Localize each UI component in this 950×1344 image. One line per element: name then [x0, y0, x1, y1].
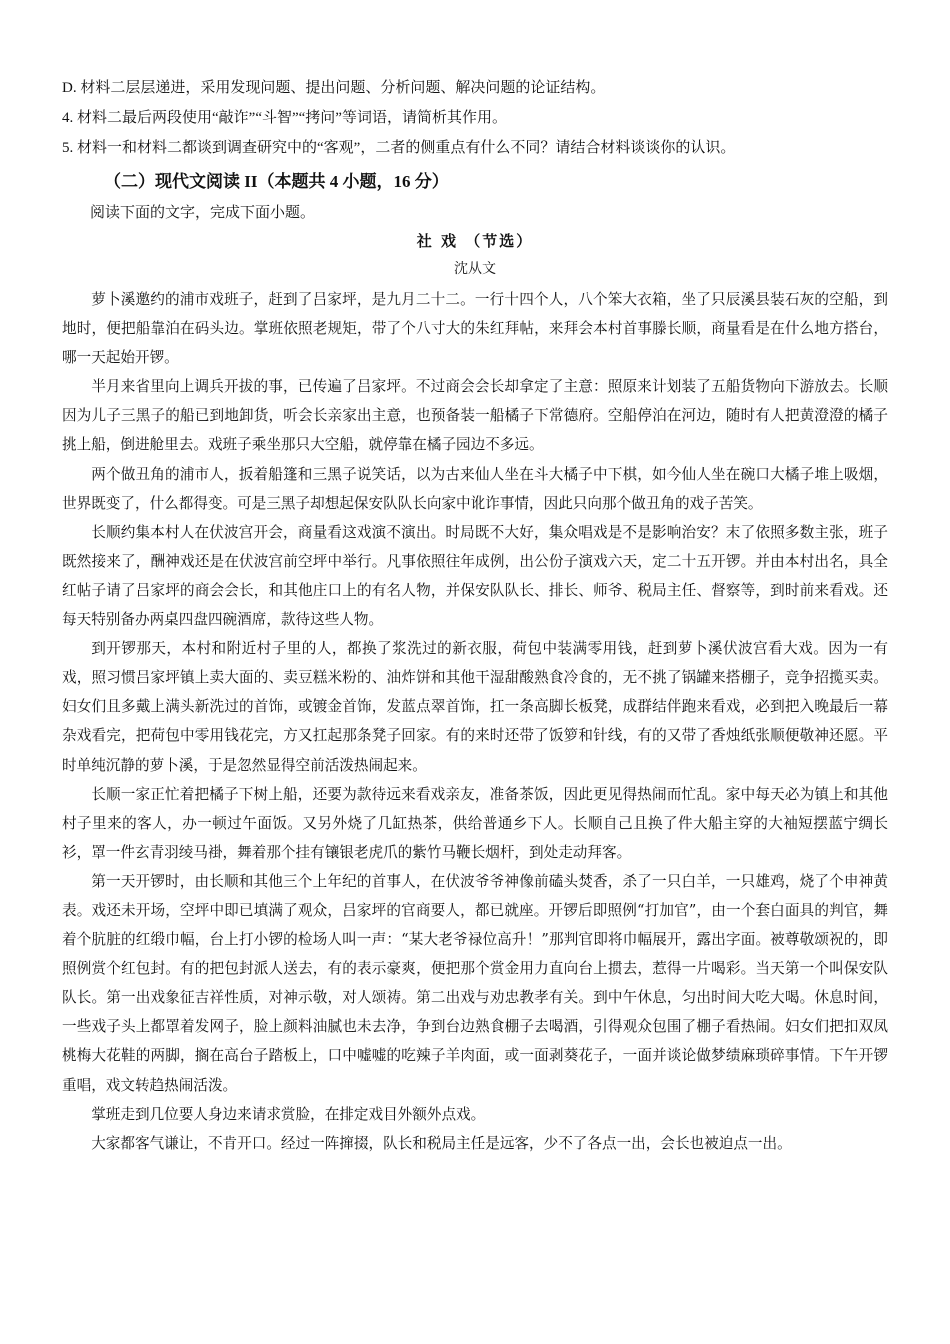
article-body — [62, 285, 888, 1158]
question-4: 4. 材料二最后两段使用“敲诈”“斗智”“拷问”等词语，请简析其作用。 — [62, 110, 507, 126]
article-paragraph: 大家都客气谦让，不肯开口。经过一阵撺掇，队长和税局主任是远客，少不了各点一出，会长也被迫点一出。 — [91, 1134, 792, 1152]
article-paragraph: 第一天开锣时，由长顺和其他三个上年纪的首事人，在伏波爷爷神像前磕头焚香，杀了一只白羊，一只雄鸡，烧了个申神黄表。戏还未开场，空坪中即已填满了观众，吕家坪的官商要人，都已就座。开锣后即照例“打加官”，由一个套白面具的判官，舞着个肮脏的红缎巾幅，台上打小锣的检场人叫一声：“某大老爷禄位高升！”那判官即将巾幅展开，露出字面。被尊敬颂祝的，即照例赏个红包封。有的把包封派人送去，有的表示豪爽，便把那个赏金用力直向台上掼去，惹得一片喝彩。当天第一个叫保安队队长。第一出戏象征吉祥性质，对神示敬，对人颂祷。第二出戏与劝忠教孝有关。到中午休息，匀出时间大吃大喝。休息时间，一些戏子头上都罩着发网子，脸上颜料油腻也未去净，争到台边熟食棚子去喝酒，引得观众包围了棚子看热闹。妇女们把扣双凤桃梅大花鞋的两脚，搁在高台子踏板上，口中嘘嘘的吃辣子羊肉面，或一面剥葵花子，一面并谈论做梦绩麻琐碎事情。下午开锣重唱，戏文转趋热闹活泼。 — [62, 872, 888, 1094]
article-paragraph: 掌班走到几位要人身边来请求赏脸，在排定戏目外额外点戏。 — [91, 1105, 486, 1123]
article-author: 沈从文 — [454, 261, 496, 277]
section-instruction: 阅读下面的文字，完成下面小题。 — [90, 205, 316, 221]
article-paragraph: 到开锣那天，本村和附近村子里的人，都换了浆洗过的新衣服，荷包中装满零用钱，赶到萝卜溪伏波宫看大戏。因为一有戏，照习惯吕家坪镇上卖大面的、卖豆糕米粉的、油炸饼和其他干湿甜酸熟食冷食的，无不挑了锅罐来搭棚子，竞争招揽买卖。妇女们且多戴上满头新洗过的首饰，或镀金首饰，发蓝点翠首饰，扛一条高脚长板凳，成群结伴跑来看戏，必到把入晚最后一幕杂戏看完，把荷包中零用钱花完，方又扛起那条凳子回家。有的来时还带了饭箩和针线，有的又带了香烛纸张顺便敬神还愿。平时单纯沉静的萝卜溪，于是忽然显得空前活泼热闹起来。 — [62, 640, 888, 774]
question-option-d: D. 材料二层层递进，采用发现问题、提出问题、分析问题、解决问题的论证结构。 — [62, 80, 606, 96]
article-paragraph: 两个做丑角的浦市人，扳着船篷和三黑子说笑话，以为古来仙人坐在斗大橘子中下棋，如今仙人坐在碗口大橘子堆上吸烟，世界既变了，什么都得变。可是三黑子却想起保安队队长向家中讹诈事情，因此只向那个做丑角的戏子苦笑。 — [62, 465, 888, 512]
article-paragraph: 长顺约集本村人在伏波宫开会，商量看这戏演不演出。时局既不大好，集众唱戏是不是影响治安？末了依照多数主张，班子既然接来了，酬神戏还是在伏波宫前空坪中举行。凡事依照往年成例，出公份子演戏六天，定二十五开锣。并由本村出名，具全红帖子请了吕家坪的商会会长，和其他庄口上的有名人物，并保安队队长、排长、师爷、税局主任、督察等，到时前来看戏。还每天特别备办两桌四盘四碗酒席，款待这些人物。 — [62, 523, 888, 629]
article-title: 社 戏 （节选） — [416, 232, 534, 250]
question-5: 5. 材料一和材料二都谈到调查研究中的“客观”，二者的侧重点有什么不同？请结合材料谈谈你的认识。 — [62, 140, 736, 156]
article-paragraph: 长顺一家正忙着把橘子下树上船，还要为款待远来看戏亲友，准备茶饭，因此更见得热闹而忙乱。家中每天必为镇上和其他村子里来的客人，办一顿过午面饭。又另外烧了几缸热茶，供给普通乡下人。长顺自己且换了件大船主穿的大袖短摆蓝宁绸长衫，罩一件玄青羽绫马褂，舞着那个挂有镶银老虎爪的紫竹马鞭长烟杆，到处走动拜客。 — [62, 785, 888, 861]
article-paragraph: 半月来省里向上调兵开拔的事，已传遍了吕家坪。不过商会会长却拿定了主意：照原来计划装了五船货物向下游放去。长顺因为儿子三黑子的船已到地卸货，听会长亲家出主意，也预备装一船橘子下常德府。空船停泊在河边，随时有人把黄澄澄的橘子挑上船，倒进舱里去。戏班子乘坐那只大空船，就停靠在橘子园边不多远。 — [62, 378, 888, 454]
article-paragraph: 萝卜溪邀约的浦市戏班子，赶到了吕家坪，是九月二十二。一行十四个人，八个笨大衣箱，坐了只辰溪县装石灰的空船，到地时，便把船靠泊在码头边。掌班依照老规矩，带了个八寸大的朱红拜帖，来拜会本村首事滕长顺，商量看是在什么地方搭台，哪一天起始开锣。 — [62, 291, 888, 367]
section-heading: （二）现代文阅读 II（本题共 4 小题，16 分） — [104, 172, 449, 191]
